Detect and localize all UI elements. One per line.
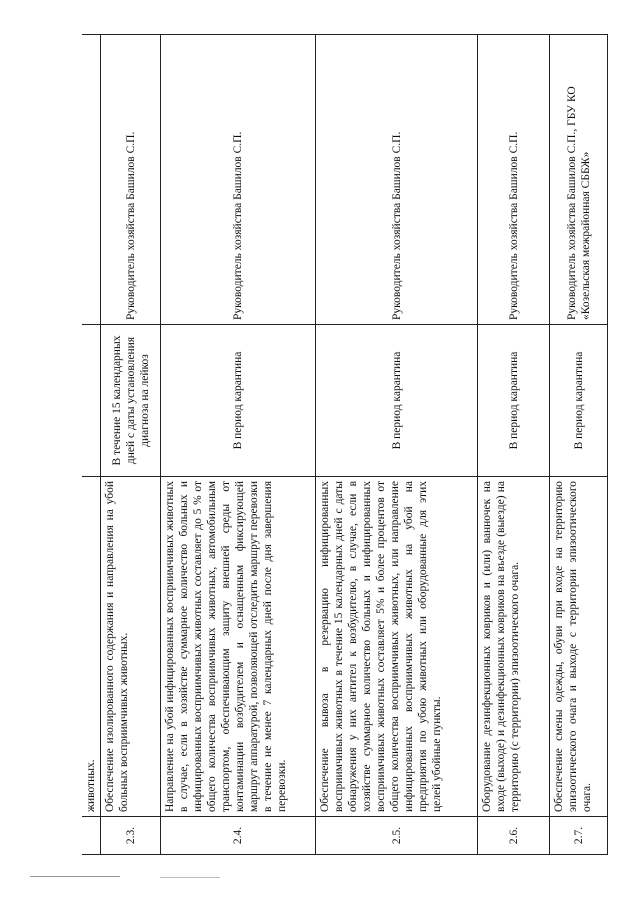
row-number [82,817,101,855]
table-row [316,35,478,855]
table-row [101,35,161,855]
table-row [550,35,608,855]
row-description: животных. [82,477,101,817]
measures-table [82,34,608,855]
rotated-table-wrapper [82,35,605,855]
row-responsible: Руководитель хозяйства Башилов С.П. [478,35,550,325]
row-responsible: Руководитель хозяйства Башилов С.П., ГБУ КО «Козельская межрайонная СББЖ» [550,35,608,325]
table-row [161,35,316,855]
row-number: 2.3. [101,817,161,855]
row-description: Направление на убой инфицированных восприимчивых животных в случае, если в хозяйстве суммарное количество больных и инфицированных восприимчивых животных составляет до 5 % от общего количества восприимчивых животных, автомобильным транспортом, обеспечивающим защиту внешней среды от контаминации возбудителем и оснащенным фиксирующей маршрут аппаратурой, позволяющей отследить маршрут перевозки в течение не менее 7 календарных дней после дня завершения перевозки. [161,477,316,817]
row-number: 2.5. [316,817,478,855]
table-row [478,35,550,855]
row-term [82,325,101,477]
row-term: В период карантина [161,325,316,477]
scan-artifact-line [30,876,120,877]
row-term: В период карантина [478,325,550,477]
table-row [82,35,101,855]
row-description: Оборудование дезинфекционных ковриков и (или) ванночек на входе (выходе) и дезинфекционных ковриков на въезде (выезде) на территорию (с территории) эпизоотического очага. [478,477,550,817]
row-number: 2.4. [161,817,316,855]
row-responsible: Руководитель хозяйства Башилов С.П. [316,35,478,325]
row-responsible: Руководитель хозяйства Башилов С.П. [161,35,316,325]
row-term: В период карантина [316,325,478,477]
row-responsible: Руководитель хозяйства Башилов С.П. [101,35,161,325]
row-number: 2.6. [478,817,550,855]
row-term: В период карантина [550,325,608,477]
row-description: Обеспечение вывоза в резервацию инфицированных восприимчивых животных в течение 15 календарных дней с даты обнаружения у них антител к возбудителю, в случае, если в хозяйстве суммарное количество больных и инфицированных восприимчивых животных составляет 5% и более процентов от общего количества восприимчивых животных, или направление инфицированных восприимчивых животных на убой на предприятия по убою животных или оборудованные для этих целей убойные пункты. [316,477,478,817]
row-term: В течение 15 календарных дней с даты установления диагноза на лейкоз [101,325,161,477]
scan-artifact-line [160,877,220,878]
row-description: Обеспечение смены одежды, обуви при входе на территорию эпизоотического очага и выходе с территории эпизоотического очага. [550,477,608,817]
row-number: 2.7. [550,817,608,855]
row-description: Обеспечение изолированного содержания и направления на убой больных восприимчивых животных. [101,477,161,817]
row-responsible [82,35,101,325]
